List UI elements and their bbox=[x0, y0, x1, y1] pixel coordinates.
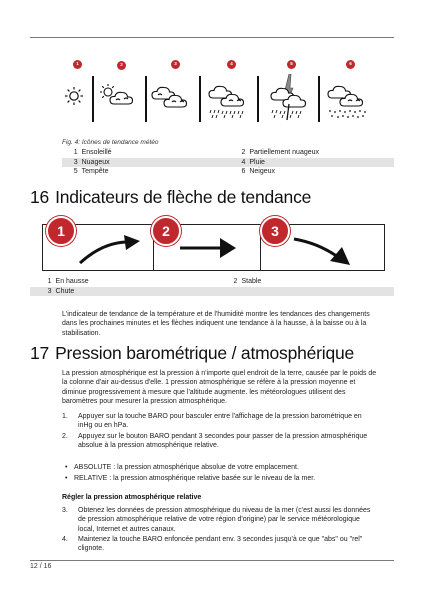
footer-rule bbox=[30, 560, 394, 561]
step-text: Appuyez sur le bouton BARO pendant 3 secondes pour passer de la pression atmosphérique absolue à la pression atmosphérique relative. bbox=[78, 433, 368, 450]
icon-number-badge: 6 bbox=[346, 60, 355, 69]
step-number: 4. bbox=[62, 536, 68, 543]
section-17-intro: La pression atmosphérique est la pression à n'importe quel endroit de la terre, causée par le poids de la colonne d'air au-dessus d'elle. 1 pression atmosphérique se réfère à la pression moyenne et diminue progressivement à mesure que l'altitude augmente. les météorologues utilisent des baromètres pour mesurer la pression atmosphérique. bbox=[62, 370, 377, 405]
step-text: Appuyer sur la touche BARO pour basculer entre l'affichage de la pression barométrique en inHg ou en hPa. bbox=[78, 413, 362, 430]
icon-divider bbox=[145, 76, 147, 122]
icon-number-badge: 5 bbox=[287, 60, 296, 69]
subheading: Régler la pression atmosphérique relative bbox=[62, 494, 202, 501]
header-rule bbox=[30, 37, 394, 38]
legend-label: Partiellement nuageux bbox=[249, 149, 320, 157]
legend-label: Ensoleillé bbox=[81, 149, 112, 157]
sun-icon bbox=[64, 86, 84, 106]
step-1 bbox=[62, 412, 378, 431]
arrow-stable-icon bbox=[178, 236, 238, 260]
legend-label: Nuageux bbox=[82, 158, 228, 168]
section-number: 17 bbox=[30, 343, 50, 363]
legend-label: Chute bbox=[56, 287, 203, 297]
arrow-number-badge: 2 bbox=[151, 216, 181, 246]
figure-caption: Fig. 4: Icônes de tendance météo bbox=[62, 139, 159, 146]
legend-number: 6 bbox=[241, 168, 246, 176]
section-16-heading bbox=[30, 187, 311, 208]
legend-number: 1 bbox=[73, 149, 78, 157]
legend-label: Pluie bbox=[249, 158, 394, 168]
snow-icon bbox=[324, 82, 372, 122]
arrow-number-badge: 3 bbox=[260, 216, 290, 246]
step-2 bbox=[62, 432, 378, 451]
step-text: Maintenez la touche BARO enfoncée pendant env. 3 secondes jusqu'à ce que "abs" ou "rel" clignote. bbox=[78, 536, 363, 553]
icon-divider bbox=[92, 76, 94, 122]
legend-number: 4 bbox=[228, 158, 250, 168]
bullet-relative bbox=[65, 474, 384, 483]
icon-divider bbox=[199, 76, 201, 122]
legend-row bbox=[30, 277, 394, 287]
legend-row bbox=[62, 148, 394, 158]
step-3 bbox=[62, 506, 378, 534]
icon-divider bbox=[318, 76, 320, 122]
step-number: 3. bbox=[62, 507, 68, 514]
section-16-paragraph: L'indicateur de tendance de la température et de l'humidité montre les tendances des changements dans les prochaines minutes et les flèches indiquent une tendance à la hausse, à la baisse ou à la stabilisation. bbox=[62, 311, 370, 337]
legend-number: 1 bbox=[47, 278, 52, 286]
section-title: Pression barométrique / atmosphérique bbox=[55, 343, 355, 363]
section-number: 16 bbox=[30, 187, 50, 207]
weather-legend-table bbox=[62, 148, 394, 177]
icon-number-badge: 2 bbox=[117, 61, 126, 70]
legend-label: Neigeux bbox=[249, 168, 276, 176]
section-17-heading bbox=[30, 343, 354, 364]
storm-icon bbox=[265, 74, 313, 124]
arrow-falling-icon bbox=[292, 235, 356, 269]
bullet-icon: • bbox=[65, 464, 68, 471]
bullet-icon: • bbox=[65, 475, 68, 482]
icon-number-badge: 1 bbox=[73, 60, 82, 69]
legend-number: 2 bbox=[241, 149, 246, 157]
legend-label: Tempête bbox=[81, 168, 109, 176]
icon-divider bbox=[257, 76, 259, 122]
bullet-text: RELATIVE : la pression atmosphérique relative basée sur le niveau de la mer. bbox=[74, 475, 316, 482]
legend-row bbox=[62, 158, 394, 168]
step-number: 2. bbox=[62, 433, 68, 440]
icon-number-badge: 4 bbox=[227, 60, 236, 69]
section-title: Indicateurs de flèche de tendance bbox=[55, 187, 312, 207]
legend-label: En hausse bbox=[55, 278, 89, 286]
legend-label bbox=[241, 287, 394, 297]
icon-number-badge: 3 bbox=[171, 60, 180, 69]
arrow-rising-icon bbox=[78, 233, 142, 265]
page-number: 12 / 16 bbox=[30, 563, 52, 570]
bullet-text: ABSOLUTE : la pression atmosphérique absolue de votre emplacement. bbox=[74, 464, 299, 471]
step-text: Obtenez les données de pression atmosphérique du niveau de la mer (c'est aussi les données de pression atmosphérique relative de votre région d'origine) par le service météorologique local, Internet et autres canaux. bbox=[78, 507, 371, 533]
step-number: 1. bbox=[62, 413, 68, 420]
cloudy-icon bbox=[150, 83, 196, 111]
legend-number bbox=[202, 287, 241, 297]
legend-row bbox=[62, 167, 394, 177]
legend-number: 5 bbox=[73, 168, 78, 176]
arrow-number-badge: 1 bbox=[46, 216, 76, 246]
legend-number: 3 bbox=[62, 158, 82, 168]
arrow-legend-table bbox=[30, 277, 394, 296]
rain-icon bbox=[205, 82, 253, 120]
bullet-absolute bbox=[65, 463, 384, 472]
legend-row bbox=[30, 287, 394, 297]
sun-cloud-icon bbox=[98, 82, 140, 110]
legend-label: Stable bbox=[241, 278, 262, 286]
legend-number: 3 bbox=[30, 287, 56, 297]
legend-number: 2 bbox=[233, 278, 238, 286]
step-4 bbox=[62, 535, 378, 554]
